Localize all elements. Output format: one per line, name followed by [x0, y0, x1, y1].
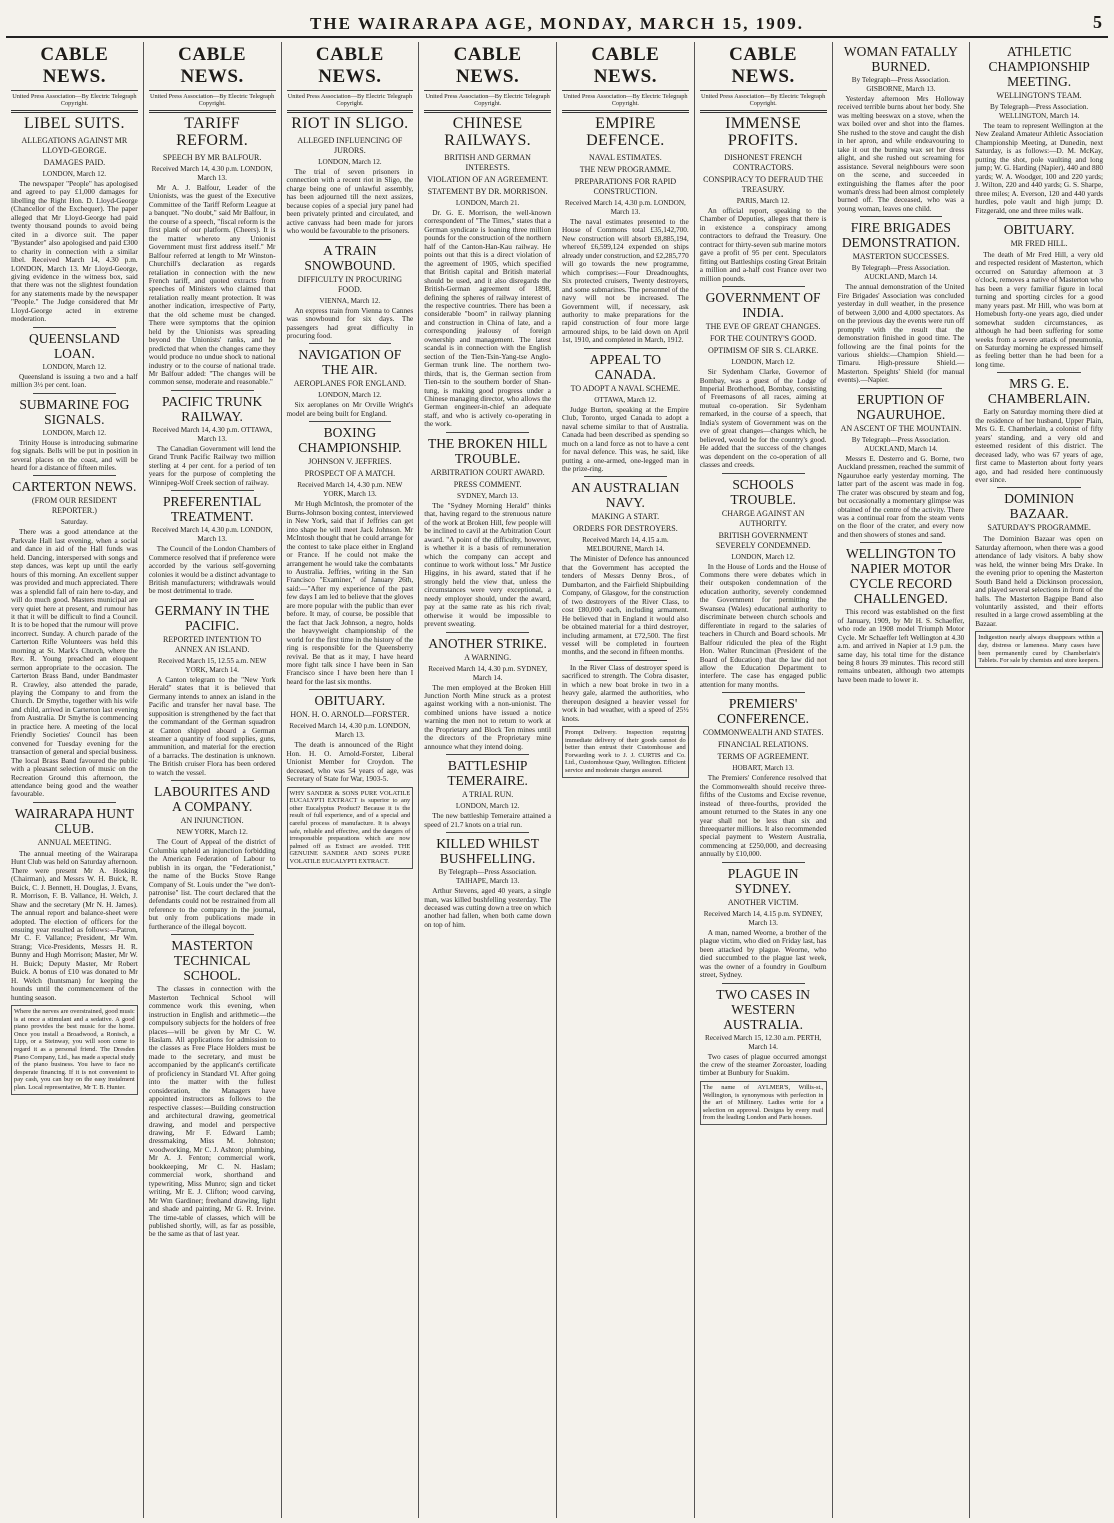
article-body: Messrs E. Desterro and G. Borne, two Auckland pressmen, reached the summit of Ngauruhoe early yesterday morning. The latter part of the ascent was made in fog. The crater was obscured by steam and fog, but occasionally a momentary glimpse was obtained of the centre of the activity. There was a continual roar from the steam vents on the floor of the crater, and every now and then showers of stones and sand. — [837, 453, 965, 539]
article-headline: BATTLESHIP TEMERAIRE. — [447, 758, 528, 789]
article-subhead: PROSPECT OF A MATCH. — [304, 469, 396, 479]
article-separator — [309, 343, 392, 344]
article-subhead: AN INJUNCTION. — [180, 816, 244, 826]
article-headline: MRS G. E. CHAMBERLAIN. — [987, 376, 1091, 407]
article-body: Dr. G. E. Morrison, the well-known correspondent of "The Times," states that a German syndicate is loaning three million pounds for the construction of the northern half of the Canton-Han-Kau railway. He points out that this is a direct violation of the agreement of 1905, which specified that British capital and British material should be used, and it also disregards the British-German agreement of 1898, defining the spheres of railway interest of the respective countries. There has been a considerable "boom" in railway planning and construction in China of late, and a corresponding jealousy of foreign ownership and management. The latest scandal is in connection with the English section of the Tien-Tsin-Yang-tse Anglo-German trunk line. The northern two-thirds, that is, the German section from Tien-tsin to the southern border of Shan-tung, is making good progress under a Chinese managing director, who allows the German engineer-in-chief an adequate staff, and who is actively co-operating in the work. — [424, 208, 551, 429]
article-dateline: LONDON, March 12. — [731, 358, 795, 367]
article-separator — [446, 432, 529, 433]
article — [975, 491, 1103, 628]
column-3 — [282, 42, 420, 1518]
article-headline: TARIFF REFORM. — [176, 115, 249, 149]
article-body: In the River Class of destroyer speed is sacrificed to strength. The Cobra disaster, in which a new boat broke in two in a heavy gale, alarmed the authorities, who thereupon designed a heavier vessel for work in bad weather, with a speed of 25½ knots. — [562, 662, 689, 723]
article-dateline: Received March 14, 4.30 p.m. NEW YORK, March 13. — [297, 481, 403, 499]
article-separator — [33, 327, 116, 328]
article-subhead: JOHNSON V. JEFFRIES. — [308, 457, 392, 467]
article-subhead: ANOTHER VICTIM. — [727, 897, 799, 907]
divider — [562, 110, 689, 113]
article-dateline: Received March 14, 4.30 p.m. LONDON, March 13. — [151, 165, 273, 182]
article-headline: THE BROKEN HILL TROUBLE. — [428, 435, 548, 466]
article-subhead: COMMONWEALTH AND STATES. — [702, 728, 824, 738]
article — [562, 664, 689, 723]
article-headline: BOXING CHAMPIONSHIP. — [298, 425, 402, 456]
article-headline: GOVERNMENT OF INDIA. — [705, 290, 821, 321]
article — [424, 636, 551, 752]
article-separator — [722, 862, 805, 863]
article — [424, 115, 551, 429]
article-dateline: LONDON, March 12. — [455, 802, 520, 811]
article — [975, 222, 1103, 369]
article-separator — [997, 372, 1081, 373]
article-dateline: Received March 14, 4.15 a.m. MELBOURNE, March 14. — [582, 536, 669, 554]
article-separator — [309, 239, 392, 240]
masthead — [0, 0, 1114, 40]
article-separator — [171, 599, 254, 600]
article-body: The annual meeting of the Wairarapa Hunt Club was held on Saturday afternoon. There were present Mr A. Hosking (Chairman), and Messrs W. H. Buick, R. Buick, C. J. Bennett, H. Douglas, J. Evans, R. Morrison, F. B. Vallance, H. Welch, J. Shaw and the secretary (Mr N. H. James). The annual report and balance-sheet were adopted. The election of officers for the ensuing year resulted as follows:—Patron, Mr C. F. Vallance; President, Mr Wm. Strang; Vice-Presidents, Messrs H. R. Bunny and Hugh Morrison; Master, Mr W. H. Buick; Deputy Master, Mr Robert Buick. A bonus of £10 was donated to Mr H. Welch (huntsman) for keeping the hounds until the commencement of the hunting season. — [11, 848, 138, 1002]
article — [562, 115, 689, 345]
article-subhead: THE NEW PROGRAMME. — [579, 165, 671, 174]
article-body: There was a good attendance at the Parkvale Hall last evening, when a social and dance in aid of the Hall funds was held. Dancing, interspersed with songs and step dances, was kept up until the early hours of this morning. An excellent supper was provided and much appreciated. There was a splendid fall of rain here to-day, and will do much good. Masters municipal are very quiet here at present, and rumour has it that it will be difficult to find a Council. It is to be hoped that the rumour will prove incorrect. Sunday. A church parade of the Carterton Rifle Volunteers was held this morning at St. Mark's Church, where the Rev. R. Young preached an eloquent sermon appropriate to the occasion. The Carterton Brass Band, under Bandmaster R. Crawley, also attended the parade, playing the Company to and from the Church. Dr Smythe, together with his wife and child, arrived in Carterton last evening from Australia. Dr Smythe is commencing in practice here. A meeting of the local Friendly Societies' Council has been convened for Tuesday evening for the transaction of general and special business. The local Brass Band favoured the public with a pleasant selection of music on the Recreation Ground this afternoon, the attendance being good and the weather favourable. — [11, 527, 138, 799]
article — [149, 603, 276, 777]
article-subhead: AEROPLANES FOR ENGLAND. — [293, 379, 406, 389]
masthead-rule — [6, 36, 1108, 38]
article-body: The naval estimates presented to the House of Commons total £35,142,700. New construction will absorb £8,885,194, whereof £6,599,124 expended on ships already under construction, and £2,285,770 will go towards the new programme, which comprises:—Four Dreadnoughts, Six protected cruisers, Twenty destroyers, and some submarines. The personnel of the navy will not be increased. The Government will, if necessary, ask authority to make preparations for the rapid construction of four more large armoured ships, to be laid down on April 1st, 1910, and completed in March, 1912. — [562, 217, 689, 345]
column-5 — [557, 42, 695, 1518]
article-dateline: LONDON, March 12. — [42, 170, 107, 178]
article-separator — [722, 286, 805, 287]
article-subhead: MAKING A START. — [591, 512, 660, 522]
article — [838, 44, 965, 213]
article-body: The classes in connection with the Masterton Technical School will commence work this evening, when instruction in English and arithmetic—the compulsory subjects for the holders of free places—will be given by Mr C. W. Haslam. All applications for admission to the classes as Free Place Holders must be made to the secretary, and must be accompanied by the applicant's certificate of proficiency in Standard VI. After going into the matter with the fullest consideration, the Managers have appointed instructors as follows to the respective classes:—Building construction and architectural drawing, geometrical drawing, and model and perspective drawing, Mr F. Edward Lamb; dressmaking, Miss M. Johnston; woodworking, Mr C. J. Ashton; plumbing, Mr A. J. Fenton; commercial work, bookkeeping, Mr C. N. Haslam; commercial work, shorthand and typewriting, Miss Munro; sign and ticket writing, Mr E. J. Clifton; wood carving, Mr Wm Gardiner; freehand drawing, light and shade and painting, Mr G. R. Irvine. The time-table of classes, which will be published shortly, will, as far as possible, be the same as that of last year. — [148, 984, 276, 1239]
article — [11, 479, 138, 799]
article-subhead: PRESS COMMENT. — [453, 479, 522, 489]
divider — [149, 110, 276, 113]
article-subhead: BRITISH GOVERNMENT SEVERELY CONDEMNED. — [715, 530, 811, 550]
article — [838, 546, 965, 684]
article-headline: ANOTHER STRIKE. — [428, 635, 547, 651]
article-dateline: Saturday. — [60, 518, 88, 527]
column-6 — [695, 42, 833, 1518]
article-subhead: DAMAGES PAID. — [43, 158, 106, 167]
article-subhead: FOR THE COUNTRY'S GOOD. — [710, 334, 817, 344]
article-headline: WOMAN FATALLY BURNED. — [843, 44, 958, 74]
article — [562, 480, 689, 656]
article-headline: WAIRARAPA HUNT CLUB. — [14, 805, 134, 836]
article-subhead: WELLINGTON'S TEAM. — [996, 91, 1082, 100]
article-separator — [584, 660, 667, 661]
article-dateline: Received March 14, 4.30 p.m. LONDON, March 13. — [151, 526, 273, 544]
article-subhead: ALLEGED INFLUENCING OF JURORS. — [297, 136, 403, 155]
article-separator — [446, 632, 529, 633]
article-subhead: DIFFICULTY IN PROCURING FOOD. — [297, 274, 403, 294]
column-header: CABLE NEWS. — [149, 42, 276, 91]
article-subhead: NAVAL ESTIMATES. — [589, 153, 662, 162]
article-headline: ERUPTION OF NGAURUHOE. — [856, 391, 946, 422]
wire-credit: United Press Association—By Electric Telegraph Copyright. — [149, 93, 275, 107]
article-separator — [722, 983, 805, 984]
article — [700, 290, 827, 469]
article-headline: IMMENSE PROFITS. — [725, 115, 802, 149]
article-separator — [860, 542, 943, 543]
article-separator — [584, 476, 667, 477]
article-subhead: ORDERS FOR DESTROYERS. — [573, 524, 678, 534]
article-subhead: TO ADOPT A NAVAL SCHEME. — [570, 383, 681, 393]
article — [424, 758, 551, 829]
article — [838, 220, 965, 384]
article-dateline: LONDON, March 12. — [318, 158, 382, 166]
article-headline: FIRE BRIGADES DEMONSTRATION. — [841, 220, 960, 251]
article — [149, 494, 276, 596]
article-separator — [446, 754, 529, 755]
article — [562, 352, 689, 474]
article-subhead: ALLEGATIONS AGAINST MR LLOYD-GEORGE. — [21, 136, 128, 155]
article-dateline: LONDON, March 21. — [455, 199, 520, 207]
article-dateline: VIENNA, March 12. — [319, 296, 381, 305]
article-body: The trial of seven prisoners in connection with a recent riot in Sligo, the charge being one of unlawful assembly, has been adjourned till the next assizes, because copies of a special jury panel had been privately printed and circulated, and active canvass had been made for jurors who would be favourable to the prisoners. — [286, 167, 414, 236]
article-headline: OBITUARY. — [314, 693, 386, 709]
newspaper-title: THE WAIRARAPA AGE, MONDAY, MARCH 15, 1909. — [310, 14, 804, 33]
wire-credit: United Press Association—By Electric Telegraph Copyright. — [425, 93, 550, 107]
article-separator — [309, 421, 392, 422]
article-subhead: CHARGE AGAINST AN AUTHORITY. — [721, 508, 805, 528]
wire-credit: United Press Association—By Electric Telegraph Copyright. — [12, 93, 137, 107]
article — [149, 938, 276, 1239]
article-body: An express train from Vienna to Cannes was snowbound for six days. The passengers had great difficulty in procuring food. — [286, 305, 414, 340]
article-body: Early on Saturday morning there died at the residence of her husband, Upper Plain, Mrs G. E. Chamberlain, a colonist of fifty years' standing, and a very old and esteemed resident of this district. The deceased lady, who was 67 years of age, first came to Masterton about forty years ago, and had resided here continuously ever since. — [975, 407, 1103, 484]
article-headline: ATHLETIC CHAMPIONSHIP MEETING. — [988, 44, 1090, 89]
article-subhead: MR FRED HILL. — [1010, 238, 1068, 248]
wire-credit: United Press Association—By Electric Telegraph Copyright. — [563, 93, 688, 107]
column-header: CABLE NEWS. — [424, 42, 551, 91]
article-body: Mr Hugh McIntosh, the promoter of the Burns-Johnson boxing contest, interviewed in New York, said that if Jeffries can get into shape he will meet Jack Johnson. Mr McIntosh thought that he could arrange for the contest to take place either in England or France. If he could not make the arrangement he would take the combatants to Australia. Jeffries, writing in the San Francisco "Examiner," of January 26th, said:—"After my experience of the past few days I am led to believe that the gloves are more popular with the public than ever before. It may, of course, be possible that the fact that Jack Johnson, a negro, holds the heavyweight championship of the world for the first time in the history of the ring is responsible for the Queensberry revival. Be that as it may, I have heard more fight talk since I have been in San Francisco since I have been here than I heard for the last six months. — [286, 499, 414, 686]
article — [700, 477, 827, 690]
advertisement: Where the nerves are overstrained, good music is at once a stimulant and a sedative. A good piano provides the best music for the home. Once you install a Broadwood, a Ronisch, a Lipp, or a Steinway, you will soon come to regard it as a personal friend. The Dresden Piano Company, Ltd., has made a special study of the piano business. You have to face no desperate financing. If it is not convenient to pay cash, you can buy on the easy instalment plan. Local representative, Mr T. B. Hunter. — [11, 1005, 138, 1095]
article — [11, 115, 138, 324]
article-headline: AN AUSTRALIAN NAVY. — [571, 480, 680, 511]
article-body: The team to represent Wellington at the New Zealand Amateur Athletic Association Championship Meeting, at Dunedin, next Saturday, is as follows:—D. M. McKay, putting the shot, pole vaulting and long jump; W. G. Harding (Napier), 440 and 880 yards; W. A. Woodger, 100 and 220 yards; J. Wilton, 220 and 440 yards; G. S. Sharpe, three miles; A. Everson, 120 and 440 yards hurdles, pole vault and high jump; D. Fitzgerald, one and three miles walk. — [975, 121, 1103, 215]
article-dateline: Received March 14, 4.30 p.m. OTTAWA, March 13. — [152, 425, 273, 443]
article-separator — [171, 934, 254, 935]
article — [287, 425, 414, 686]
article-headline: EMPIRE DEFENCE. — [586, 115, 665, 149]
article-dateline: By Telegraph—Press Association. AUCKLAND, March 14. — [851, 264, 950, 282]
article-separator — [722, 692, 805, 693]
article-headline: CHINESE RAILWAYS. — [444, 115, 531, 149]
article-dateline: LONDON, March 12. — [731, 552, 795, 561]
article-dateline: Received March 14, 4.30 p.m. SYDNEY, March 14. — [428, 664, 548, 682]
article-separator — [171, 490, 254, 491]
article-separator — [997, 218, 1081, 219]
article — [149, 115, 276, 387]
column-7 — [833, 42, 971, 1518]
article — [287, 347, 414, 418]
article-body: The newspaper "People" has apologised and agreed to pay £1,000 damages for libelling the Right Hon. D. Lloyd-George (Chancellor of the Exchequer). The paper alleged that Mr Lloyd-George had paid twenty thousand pounds to avoid being cited in a divorce suit. The paper "Bystander" also apologised and paid £300 to charity in connection with a similar libel. Received March 14, 4.30 p.m. LONDON, March 13. Mr Lloyd-George, giving evidence in the witness box, said that there was not the slightest foundation for any statements made by the newspaper "People." The Judge considered that Mr Lloyd-George acted in extreme moderation. — [11, 179, 138, 324]
article — [287, 115, 414, 236]
article-subhead: A WARNING. — [464, 652, 512, 662]
article-headline: KILLED WHILST BUSHFELLING. — [436, 836, 540, 867]
article-headline: MASTERTON TECHNICAL SCHOOL. — [171, 938, 253, 984]
column-4 — [419, 42, 557, 1518]
article-headline: OBITUARY. — [1003, 221, 1075, 237]
article-headline: TWO CASES IN WESTERN AUSTRALIA. — [716, 986, 810, 1032]
article-body: The "Sydney Morning Herald" thinks that, having regard to the strenuous nature of the work at Broken Hill, few people will be inclined to cavil at the Arbitration Court award. "A point of the difficulty, however, is whether it is a basis of remuneration which the company can accept and continue to work without loss." Mr Justice Higgins, in his award, stated that if he strongly held the view that, unless the circumstances were very exceptional, a needy employer should, under the award, pay at the same rate as his rich rival; otherwise it would be impossible to prevent sweating. — [424, 500, 551, 629]
article-subhead: (FROM OUR RESIDENT REPORTER.) — [31, 496, 117, 516]
article-separator — [860, 388, 943, 389]
article-dateline: By Telegraph—Press Association. AUCKLAND, March 14. — [851, 435, 950, 453]
article-body: Arthur Stevens, aged 40 years, a single man, was killed bushfelling yesterday. The deceased was cutting down a tree on which another had fallen, when both came down on top of him. — [424, 886, 551, 929]
article-separator — [309, 689, 392, 690]
divider — [424, 110, 551, 113]
advertisement: WHY SANDER & SONS PURE VOLATILE EUCALYPTI EXTRACT is superior to any other Eucalyptus Product? Because it is the result of full experience, and of a special and careful process of manufacture. It is always safe, reliable and effective, and the dangers of irresponsible preparations which are now palmed off as Extract are avoided. THE GENUINE SANDER AND SONS PURE VOLATILE EUCALYPTI EXTRACT. — [287, 787, 414, 869]
article-subhead: DISHONEST FRENCH CONTRACTORS. — [724, 153, 803, 172]
article-separator — [33, 475, 116, 476]
column-header: CABLE NEWS. — [287, 42, 414, 91]
column-8 — [970, 42, 1108, 1518]
article-headline: GERMANY IN THE PACIFIC. — [154, 602, 270, 633]
article-headline: LABOURITES AND A COMPANY. — [154, 784, 271, 815]
article — [149, 784, 276, 931]
article-dateline: NEW YORK, March 12. — [176, 828, 248, 837]
divider — [287, 110, 414, 113]
article-headline: SUBMARINE FOG SIGNALS. — [19, 396, 130, 427]
article-body: The Council of the London Chambers of Commerce resolved that if preference were accorded by the various self-governing colonies it would be a distinct advantage to British manufacturers; withdrawals would be most detrimental to trade. — [148, 544, 276, 596]
article-subhead: ARBITRATION COURT AWARD. — [430, 467, 545, 477]
article-subhead: REPORTED INTENTION TO ANNEX AN ISLAND. — [162, 634, 262, 654]
article-headline: DOMINION BAZAAR. — [1004, 491, 1074, 522]
article-body: The annual demonstration of the United Fire Brigades' Association was concluded yesterday in dull weather, in the presence of between 3,000 and 4,000 spectators. As on the previous day the events were run off promptly with the result that the demonstration finished in good time. The following are the final points for the various shields:—Champion Shield.—Timaru. High-pressure Shield.—Masterton. Speights' Shield (for manual events).—Napier. — [837, 282, 965, 385]
article-headline: NAVIGATION OF THE AIR. — [298, 347, 402, 378]
article-body: The death of Mr Fred Hill, a very old and respected resident of Masterton, which occurred on Saturday afternoon at 3 o'clock, removes a native of Masterton who has been a very familiar figure in local turning and sporting circles for a good many years past. Mr Hill, who was born at Homebush forty-one years ago, died under somewhat sudden circumstances, as although he had been suffering for some weeks from a severe attack of pneumonia, on Saturday morning he expressed himself as feeling better than he had been for a long time. — [975, 249, 1103, 369]
article-headline: CARTERTON NEWS. — [12, 479, 137, 495]
article-body: Sir Sydenham Clarke, Governor of Bombay, was a guest of the Lodge of Imperial Brotherhood, Bombay, consisting of Freemasons of all races, aiming at mutual co-operation. Sir Sydenham remarked, in the course of a speech, that India's system of Government was on the eve of great changes—changes which, he believed, would be for the country's good. He added that the success of the changes was dependent on the co-operation of all classes and creeds. — [699, 367, 827, 470]
article — [975, 44, 1103, 215]
article — [700, 987, 827, 1078]
article-subhead: AN ASCENT OF THE MOUNTAIN. — [840, 423, 962, 433]
article-subhead: STATEMENT BY DR. MORRISON. — [427, 187, 548, 196]
article-separator — [171, 390, 254, 391]
advertisement: Prompt Delivery. Inspection requiring immediate delivery of their goods cannot do better than entrust their Customhouse and Forwarding work to J. J. CURTIS and Co. Ltd., Customhouse Quay, Wellington. Efficient service and moderate charges assured. — [562, 726, 689, 778]
article-body: The men employed at the Broken Hill Junction North Mine struck as a protest against working with a non-unionist. The combined unions have issued a notice warning the men not to return to work at the Proprietary and Block Ten mines until the directors of the Proprietary mine announce what they intend doing. — [424, 682, 551, 751]
article-subhead: FINANCIAL RELATIONS. — [717, 740, 809, 750]
article-separator — [584, 348, 667, 349]
article-headline: APPEAL TO CANADA. — [589, 351, 662, 382]
article — [838, 392, 965, 540]
article-body: Judge Burton, speaking at the Empire Club, Toronto, urged Canada to adopt a naval scheme similar to that of Australia. Canada had been described as spending so much on a land force as not to have a cent for naval defence. This was, he said, like putting a one-armed, one-legged man in the prize-ring. — [562, 404, 689, 473]
article-dateline: Received March 14, 4.15 p.m. SYDNEY, March 13. — [703, 909, 823, 927]
article-dateline: HOBART, March 13. — [732, 764, 794, 773]
article-body: The Court of Appeal of the district of Columbia upheld an injunction forbidding the American Federation of Labour to publish in its organ, the "Federationist," the name of the Bucks Stove Range Company of St. Louis under the "we don't-patronise" list. The court declared that the defendants could not be restrained from all reference to the company in the journal, but only from publications made in furtherance of the illegal boycott. — [148, 837, 276, 931]
article-headline: SCHOOLS TROUBLE. — [730, 476, 796, 507]
article-headline: LIBEL SUITS. — [23, 115, 125, 132]
article-subhead: VIOLATION OF AN AGREEMENT. — [427, 175, 548, 184]
article-subhead: HON. H. O. ARNOLD—FORSTER. — [290, 710, 410, 720]
article — [11, 806, 138, 1002]
article-subhead: SPEECH BY MR BALFOUR. — [162, 153, 262, 162]
article-subhead: A TRIAL RUN. — [461, 790, 514, 800]
article-subhead: ANNUAL MEETING. — [37, 837, 112, 847]
article-body: This record was established on the first of January, 1909, by Mr H. S. Schaeffer, who rode an 1908 model Triumph Motor Cycle. Mr Schaeffer left Wellington at 4.30 a.m. and arrived in Napier at 1.9 p.m. the same day, his total time for the distance being 8 hours 39 minutes. This record still remains unbeaten, although two attempts have been made to lower it. — [837, 607, 965, 684]
column-2 — [144, 42, 282, 1518]
article — [149, 394, 276, 487]
article-body: A man, named Weorne, a brother of the plague victim, who died on Friday last, has been attacked by plague. Weorne, who died succumbed to the plague last week, was the owner of a foundry in Goulburn street, Sydney. — [699, 927, 827, 980]
article-body: The death is announced of the Right Hon. H. O. Arnold-Forster, Liberal Unionist Member for Croydon. The deceased, who was 54 years of age, was Secretary of State for War, 1903-5. — [286, 740, 414, 784]
article-subhead: PREPARATIONS FOR RAPID CONSTRUCTION. — [574, 177, 677, 196]
article-headline: WELLINGTON TO NAPIER MOTOR CYCLE RECORD CHALLENGED. — [845, 546, 956, 607]
article-headline: RIOT IN SLIGO. — [291, 115, 409, 132]
column-header: CABLE NEWS. — [11, 42, 138, 91]
article — [975, 376, 1103, 484]
article-dateline: LONDON, March 12. — [318, 391, 382, 400]
article-body: A Canton telegram to the "New York Herald" states that it is believed that Germany intends to annex an island in the Pacific and transfer her naval base. The supposition is strengthened by the fact that the commandant of the German squadron at Canton shipped aboard a German steamer a quantity of food supplies, guns, ammunition, and material for the erection of a barracks. The destination is unknown. The British cruiser Flora has been ordered to watch the vessel. — [148, 674, 276, 777]
article-body: Two cases of plague occurred amongst the crew of the steamer Zoroaster, loading timber at Bunbury for Suakim. — [699, 1051, 827, 1078]
article — [424, 436, 551, 629]
article-dateline: LONDON, March 12. — [42, 362, 107, 371]
article-dateline: Received March 14, 4.30 p.m. LONDON, March 13. — [564, 199, 686, 216]
article-separator — [722, 473, 805, 474]
newspaper-columns — [6, 42, 1108, 1518]
article-subhead: TERMS OF AGREEMENT. — [717, 752, 809, 762]
article-body: The new battleship Temeraire attained a speed of 21.7 knots on a trial run. — [424, 811, 551, 829]
advertisement: Indigestion nearly always disappears within a day, distress or lameness. Many cases have been permanently cured by Chamberlain's Tablets. For sale by chemists and store keepers. — [975, 631, 1103, 667]
article — [424, 836, 551, 929]
article-headline: PREMIERS' CONFERENCE. — [717, 696, 810, 727]
column-header: CABLE NEWS. — [700, 42, 827, 91]
article — [11, 331, 138, 390]
page-number: 5 — [1093, 12, 1102, 32]
article — [287, 693, 414, 783]
column-1 — [6, 42, 144, 1518]
article-dateline: Received March 15, 12.55 a.m. NEW YORK, March 14. — [157, 656, 267, 674]
article-headline: PREFERENTIAL TREATMENT. — [162, 494, 262, 525]
article-separator — [33, 393, 116, 394]
article — [700, 866, 827, 980]
article-body: In the House of Lords and the House of Commons there were debates which in their outspoken condemnation of the education authority, severely condemned the Government for permitting the Swansea (Wales) educational authority to discriminate between church schools and differentiate in regard to the salaries of teachers in Church and Board schools. Mr Balfour ridiculed the plea of the Right Hon. Walter Runciman (President of the Board of Education) that the law did not allow the Education Department to interfere. The case has engaged public attention for many months. — [699, 561, 827, 689]
article-separator — [171, 780, 254, 781]
article — [287, 243, 414, 341]
article-separator — [446, 832, 529, 833]
article-body: The Premiers' Conference resolved that the Commonwealth should receive three-fifths of the Customs and Excise revenue, instead of three-fourths, provided the amount returned to the States in any one year shall not be less than six and threequarter millions. It also recommended special payment to Western Australia, commencing at £250,000, and decreasing annually by £10,000. — [699, 773, 827, 859]
article-subhead: MASTERTON SUCCESSES. — [852, 252, 950, 262]
article-dateline: LONDON, March 12. — [42, 428, 107, 437]
article-subhead: SATURDAY'S PROGRAMME. — [987, 523, 1091, 533]
article-subhead: CONSPIRACY TO DEFRAUD THE TREASURY. — [703, 175, 824, 194]
article-body: The Minister of Defence has announced that the Government has accepted the tenders of Messrs Denny Bros., of Dumbarton, and the Fairfield Shipbuilding Company, of Glasgow, for the construction of two destroyers of the River Class, to cost £80,000 each, including armament. He believed that in England it would also be obtained material for a third destroyer, including armament, at £72,500. The first vessel will be completed in fourteen months, and the second in fifteen months. — [562, 554, 689, 657]
article-subhead: BRITISH AND GERMAN INTERESTS. — [444, 153, 531, 172]
article-dateline: OTTAWA, March 12. — [594, 395, 657, 404]
article-separator — [860, 216, 943, 217]
article — [11, 397, 138, 473]
article — [700, 696, 827, 859]
article-subhead: THE EVE OF GREAT CHANGES. — [705, 322, 821, 332]
advertisement: The name of AYLMER'S, Willis-st., Wellington, is synonymous with perfection in the art of Millinery. Ladies write for a selection on approval. Designs by every mail from the leading London and Paris houses. — [700, 1081, 827, 1125]
article-body: The Canadian Government will lend the Grand Trunk Pacific Railway two million sterling at 4 per cent. for a period of ten years for the purpose of completing the Winnipeg-Wolf Creek section of railway. — [148, 443, 276, 487]
column-header: CABLE NEWS. — [562, 42, 689, 91]
article-dateline: SYDNEY, March 13. — [456, 491, 519, 500]
article-dateline: By Telegraph—Press Association. GISBORNE, March 13. — [851, 76, 950, 93]
article-body: Queensland is issuing a two and a half million 3½ per cent. loan. — [11, 371, 138, 390]
divider — [700, 110, 827, 113]
divider — [11, 110, 138, 113]
article-headline: A TRAIN SNOWBOUND. — [304, 242, 396, 273]
article-body: Yesterday afternoon Mrs Holloway received terrible burns about her body. She was melting beeswax on a stove, when the wax boiled over and shot into the flames. She rushed to the stove and caught the dish in her apron, and while endeavouring to take it out the burning wax set her dress alight, and she rushed out screaming for assistance. Several neighbours were soon on the scene, and succeeded in extinguishing the flames after the poor woman's dress had been almost completely burned off. The deceased, who was a young woman, leaves one child. — [837, 94, 965, 213]
article-separator — [33, 802, 116, 803]
article-dateline: Received March 14, 4.30 p.m. LONDON, March 13. — [289, 722, 411, 740]
article-headline: PACIFIC TRUNK RAILWAY. — [162, 393, 263, 424]
article-dateline: By Telegraph—Press Association. TAIHAPE, March 13. — [438, 868, 537, 886]
article-separator — [997, 487, 1081, 488]
article-body: The Dominion Bazaar was open on Saturday afternoon, when there was a good attendance of lady visitors. A baby show was held, the winner being Mrs Drake. In the evening prior to opening the Masterton South Band held a Dickinson procession, and played several selections in front of the halls. The Masterton Bagpipe Band also voluntarily assisted, and their efforts resulted in a large crowd assembling at the Bazaar. — [975, 534, 1103, 628]
article-dateline: Received March 15, 12.30 a.m. PERTH, March 14. — [705, 1033, 822, 1051]
wire-credit: United Press Association—By Electric Telegraph Copyright. — [700, 93, 826, 107]
article-dateline: By Telegraph—Press Association. WELLINGTON, March 14. — [990, 103, 1089, 120]
article — [700, 115, 827, 283]
article-body: Trinity House is introducing submarine fog signals. Bells will be put in position in several places on the coast, and will be heard for a distance of fifteen miles. — [11, 437, 138, 472]
article-headline: PLAGUE IN SYDNEY. — [727, 865, 799, 896]
article-body: Six aeroplanes on Mr Orville Wright's model are being built for England. — [286, 400, 414, 418]
wire-credit: United Press Association—By Electric Telegraph Copyright. — [287, 93, 413, 107]
article-body: An official report, speaking to the Chamber of Deputies, alleges that there is in existence a conspiracy among contractors to defraud the Treasury. One contract for thirty-seven sub marine motors gave a profit of 95 per cent. Speculators fitting out Battleships costing Great Britain a million and a-half cost France over two million pounds. — [699, 206, 827, 283]
article-dateline: PARIS, March 12. — [736, 197, 790, 205]
article-headline: QUEENSLAND LOAN. — [29, 330, 120, 361]
article-subhead: OPTIMISM OF SIR S. CLARKE. — [708, 346, 819, 356]
article-body: Mr A. J. Balfour, Leader of the Unionists, was the guest of the Executive Committee of the Tariff Reform League at a banquet. "No doubt," said Mr Balfour, in the course of a speech, "fiscal reform is the first plank of our platform. (Cheers). It is the matter whereto any Unionist Government must first address itself." Mr Balfour referred at length to Mr Winston-Churchill's declaration as regards retaliation in connection with the new French tariff, and quoted extracts from speeches of Ministers who claimed that retaliation really meant protection. It was another indication, irrespective of Party, that the old scheme must be changed. There were symptoms that the opinion held by the Unionists was spreading beyond the Unionists' ranks, and he predicted that when the changes came they would produce no undue shock to national industry or to the course of national trade. Mr Balfour added: "The changes will be common sense, moderate and reasonable." — [148, 183, 276, 387]
